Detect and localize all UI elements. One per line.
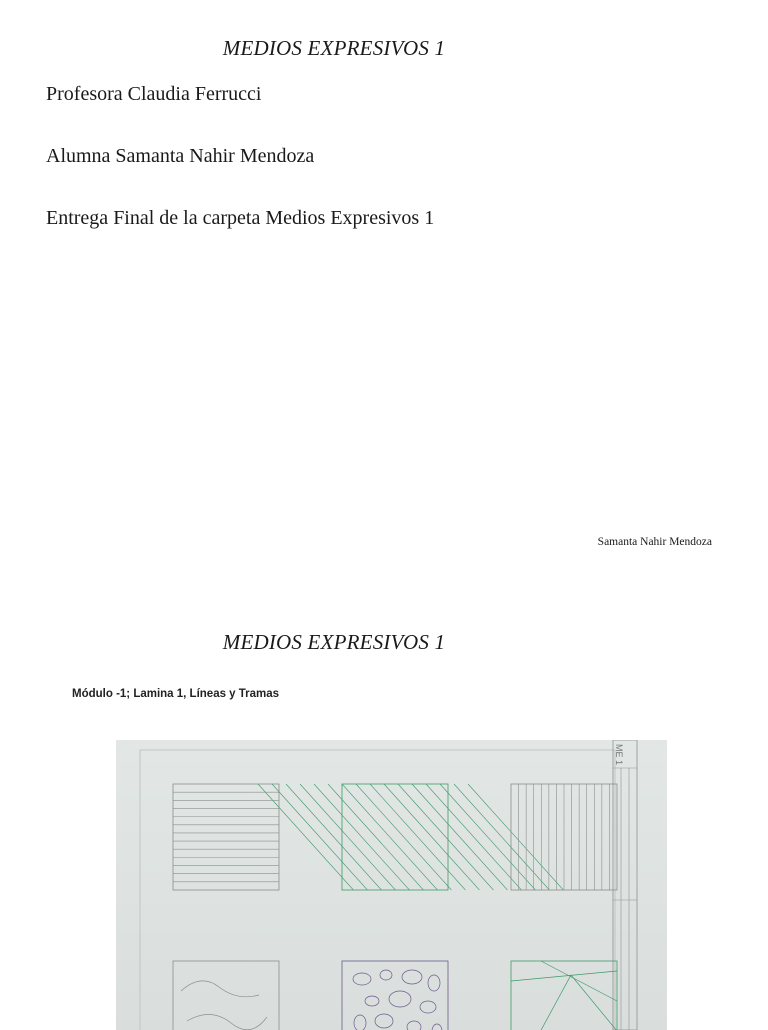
page-title: MEDIOS EXPRESIVOS 1	[222, 36, 446, 60]
title-block	[613, 740, 637, 1030]
exercise-square-1	[173, 784, 279, 890]
page-title: MEDIOS EXPRESIVOS 1	[222, 630, 446, 654]
svg-text:ME 1: ME 1	[614, 744, 624, 766]
signature: Samanta Nahir Mendoza	[597, 536, 712, 548]
exercise-square-2	[258, 784, 563, 890]
exercise-square-5	[342, 961, 448, 1030]
exercise-square-4	[173, 961, 279, 1030]
teacher-line: Profesora Claudia Ferrucci	[46, 83, 262, 105]
submission-line: Entrega Final de la carpeta Medios Expresivos 1	[46, 207, 435, 229]
exercise-squares	[173, 784, 617, 1030]
student-line: Alumna Samanta Nahir Mendoza	[46, 145, 315, 167]
exercise-square-3	[511, 784, 617, 890]
drawing-sheet-photo	[116, 740, 667, 1030]
drawing-sheet-illustration	[116, 740, 667, 1030]
second-page	[0, 580, 768, 1024]
exercise-square-6	[511, 961, 617, 1030]
module-caption: Módulo -1; Lamina 1, Líneas y Tramas	[72, 688, 280, 700]
